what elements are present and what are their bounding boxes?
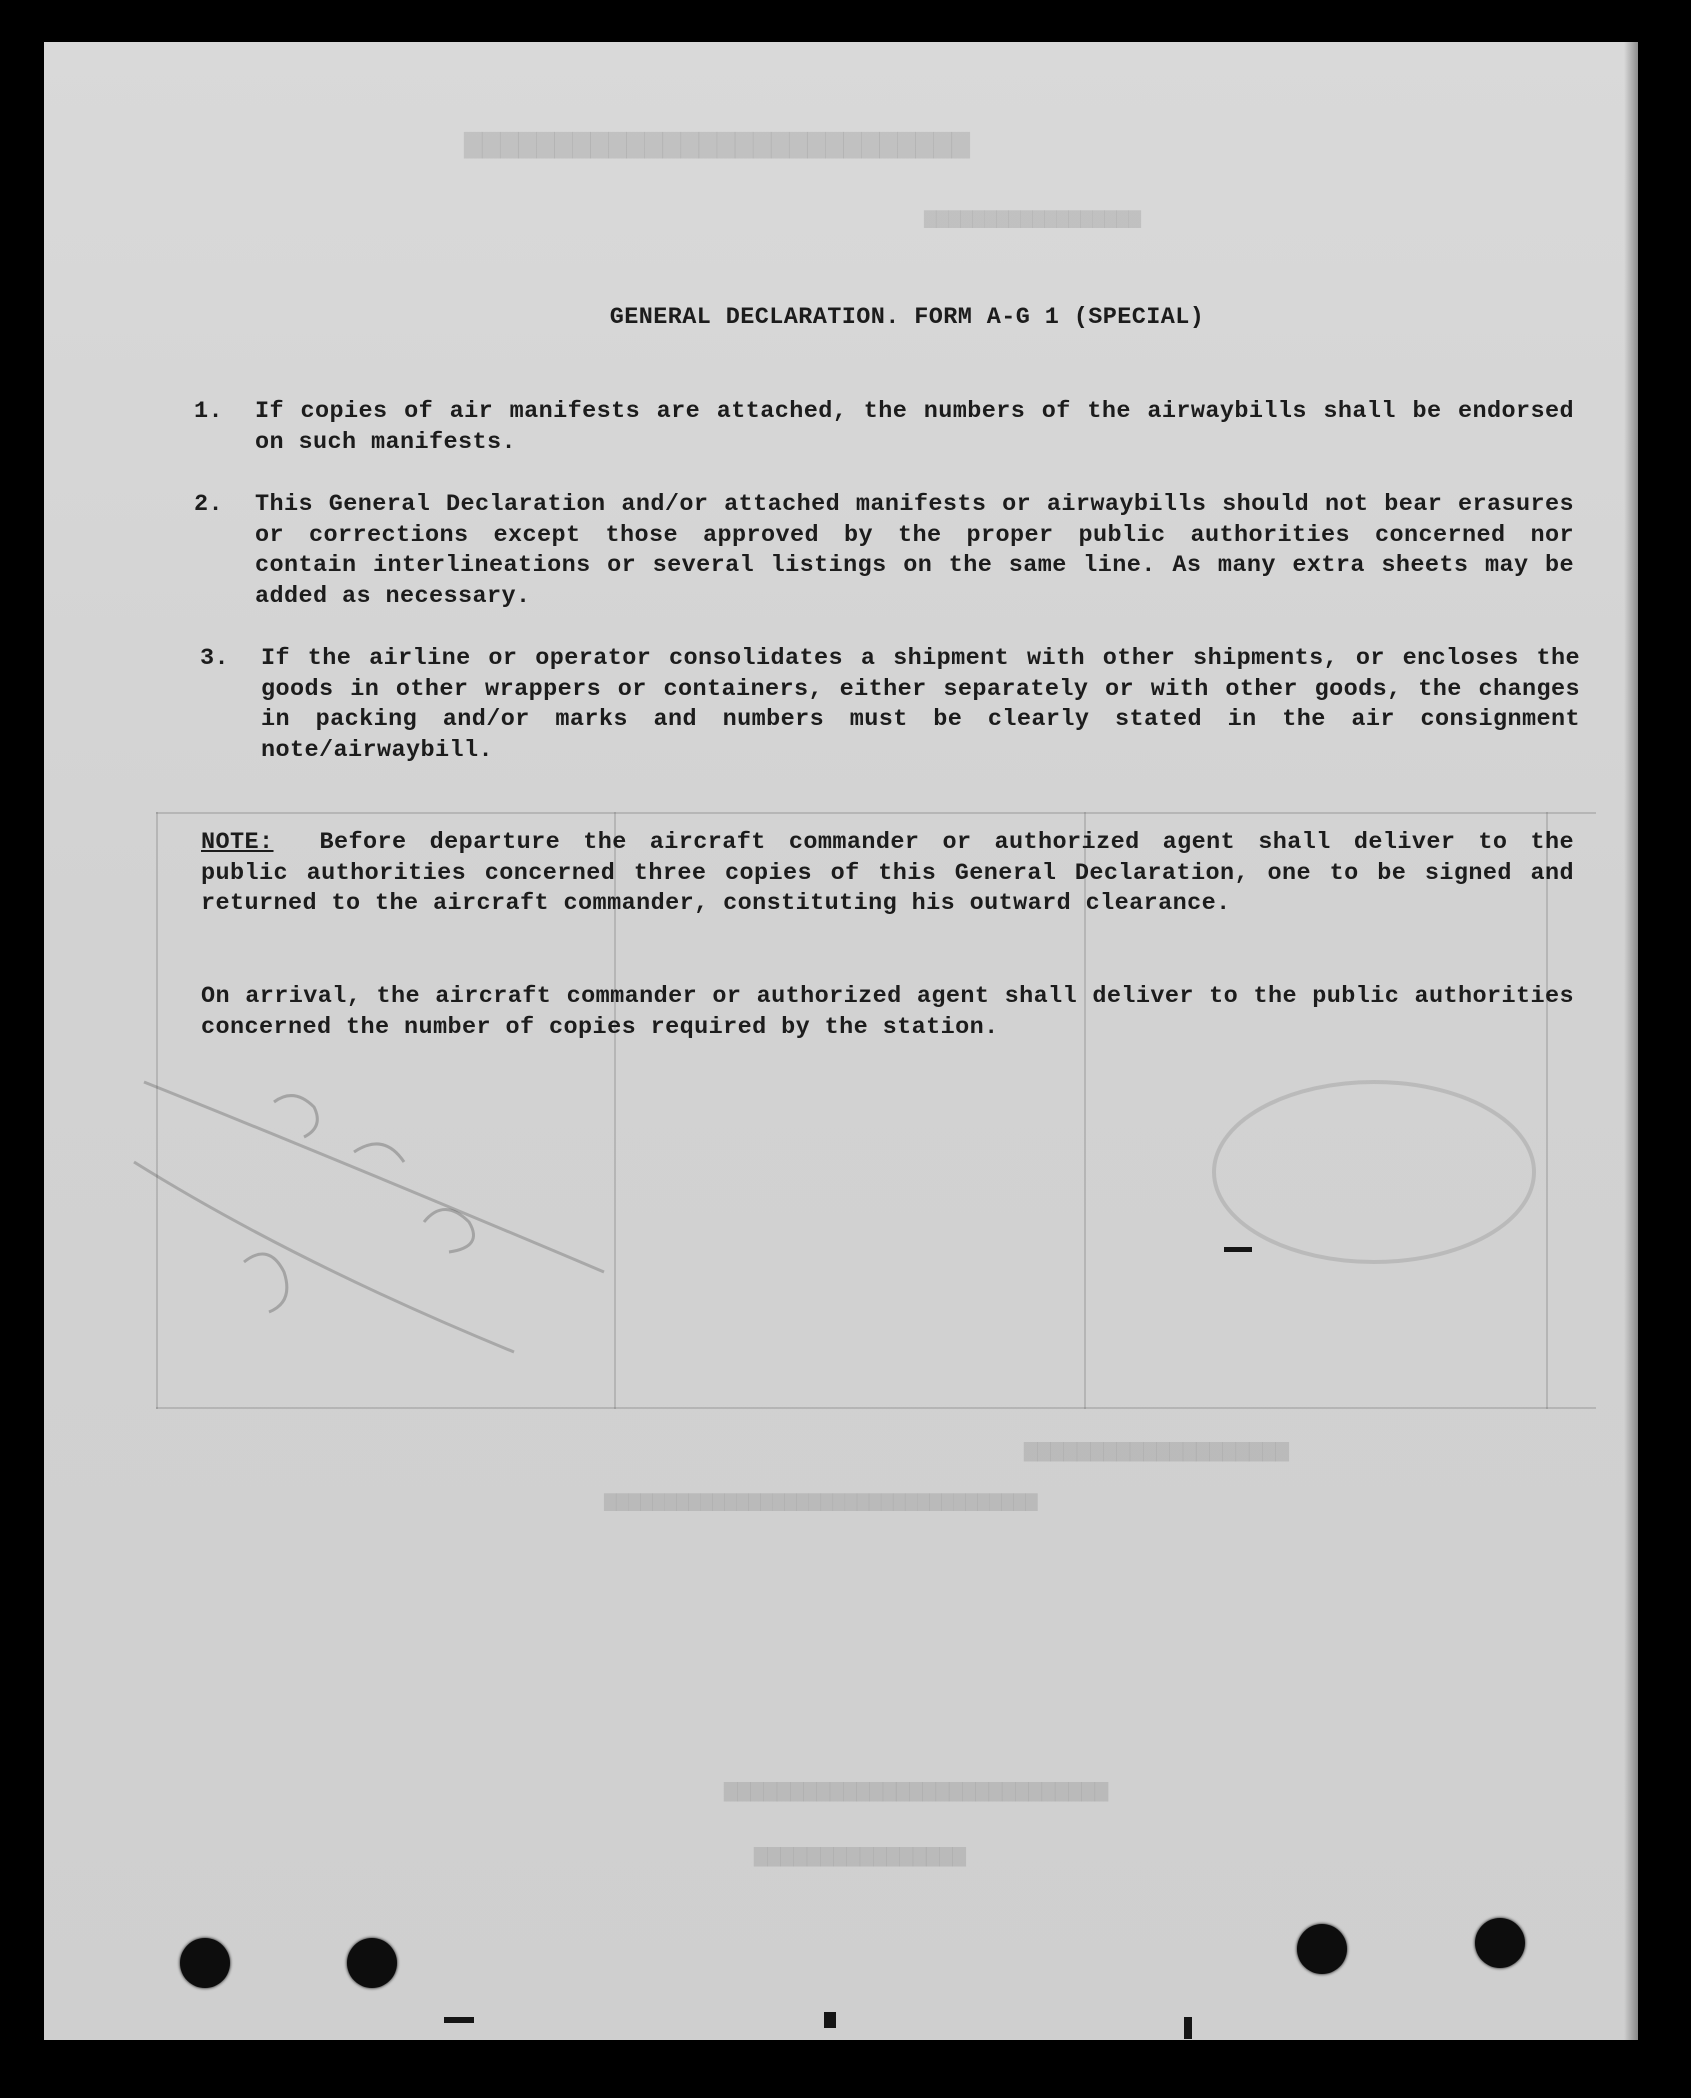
bleed-through-text: ▆▆▆▆▆▆▆▆▆▆▆▆▆▆▆▆: [754, 1842, 966, 1867]
scan-speck: [1224, 1247, 1252, 1252]
punch-hole: [180, 1938, 230, 1988]
note-paragraph: [201, 828, 1574, 920]
punch-hole: [1475, 1918, 1525, 1968]
punch-hole: [347, 1938, 397, 1988]
bleed-through-text: ▆▆▆▆▆▆▆▆▆▆▆▆▆▆▆▆▆▆▆▆▆▆▆▆▆▆▆▆: [464, 124, 970, 159]
arrival-paragraph: [201, 982, 1574, 1043]
scan-speck: [1184, 2017, 1192, 2039]
instruction-item-1: [194, 397, 1574, 458]
item-text: If the airline or operator consolidates a shipment with other shipments, or encloses the goods in other wrappers or containers, either separately or with other goods, the changes in packing and/or marks and numbers must be clearly stated in the air consignment note/airwaybill.: [261, 645, 1580, 764]
bleed-through-text: ▆▆▆▆▆▆▆▆▆▆▆▆▆▆▆▆▆▆▆▆▆▆▆▆▆▆▆▆▆▆▆▆▆▆▆▆: [604, 1487, 1038, 1511]
scan-speck: [824, 2012, 836, 2028]
scan-speck: [444, 2017, 474, 2023]
bleed-through-text: ▆▆▆▆▆▆▆▆▆▆▆▆▆▆▆▆▆▆: [924, 204, 1141, 228]
note-label: NOTE:: [201, 829, 274, 856]
punch-hole: [1297, 1924, 1347, 1974]
paper-edge-shadow: [1624, 42, 1638, 2040]
instruction-item-3: [200, 644, 1580, 766]
item-text: If copies of air manifests are attached, the numbers of the airwaybills shall be endorsed on such manifests.: [255, 398, 1574, 456]
item-number: 3.: [200, 645, 230, 672]
document-page: [44, 42, 1638, 2040]
instruction-item-2: [194, 490, 1574, 612]
bleed-through-text: ▆▆▆▆▆▆▆▆▆▆▆▆▆▆▆▆▆▆▆▆▆▆▆▆▆▆▆▆▆: [724, 1777, 1109, 1802]
item-number: 1.: [194, 398, 224, 425]
document-title: GENERAL DECLARATION. FORM A-G 1 (SPECIAL): [609, 304, 1205, 331]
item-text: This General Declaration and/or attached manifests or airwaybills should not bear erasures or corrections except those approved by the proper public authorities concerned nor contain interlineations or several listings on the same line. As many extra sheets may be added as necessary.: [255, 491, 1574, 610]
note-text: Before departure the aircraft commander or authorized agent shall deliver to the public authorities concerned three copies of this General Declaration, one to be signed and returned to the aircraft commander, constituting his outward clearance.: [201, 829, 1574, 917]
arrival-text: On arrival, the aircraft commander or authorized agent shall deliver to the public authorities concerned the number of copies required by the station.: [201, 983, 1574, 1041]
bleed-through-text: ▆▆▆▆▆▆▆▆▆▆▆▆▆▆▆▆▆▆▆▆: [1024, 1437, 1289, 1462]
item-number: 2.: [194, 491, 224, 518]
